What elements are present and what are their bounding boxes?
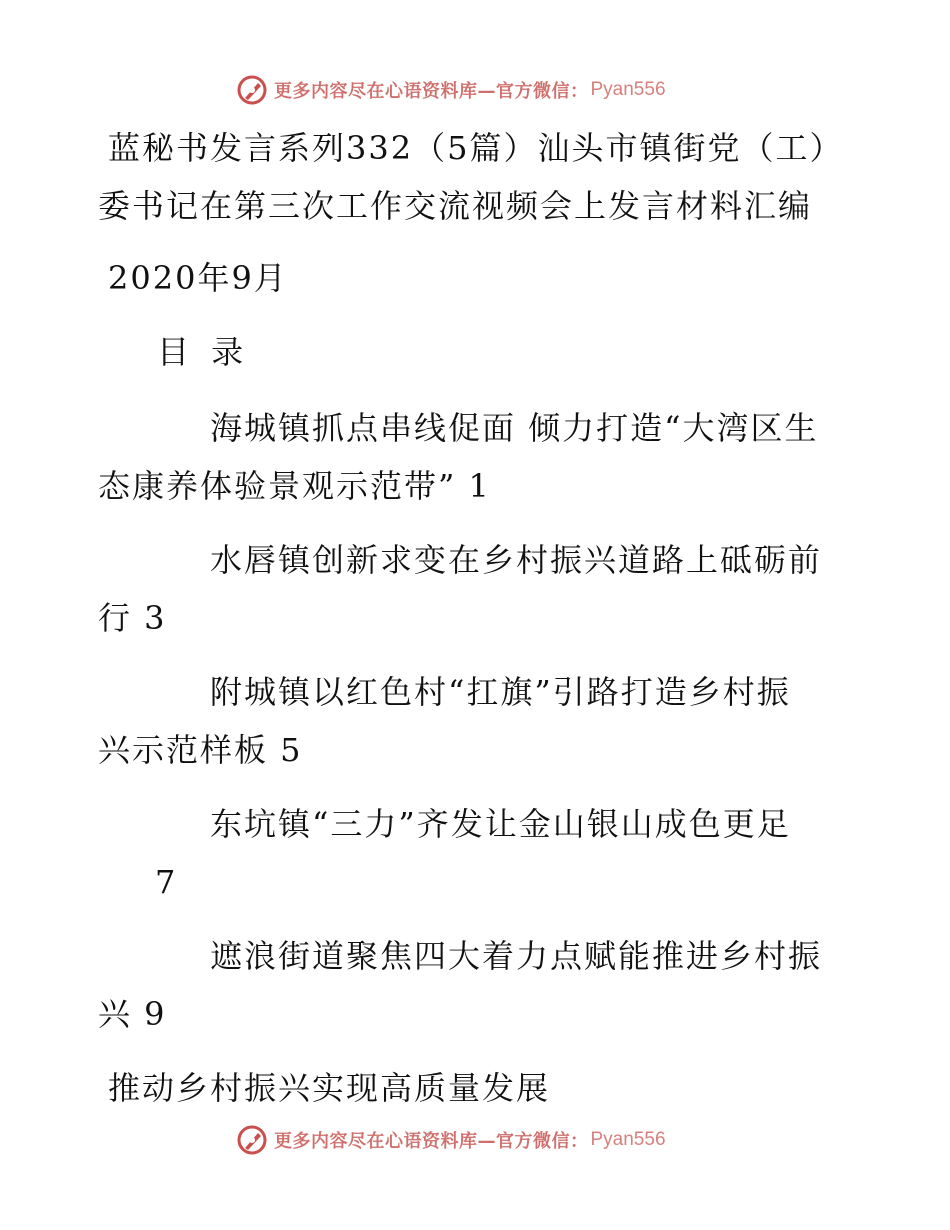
toc-entry-3-line-1: 附城镇以红色村“扛旗”引路打造乡村振: [210, 673, 791, 711]
toc-heading: 目 录: [157, 333, 250, 371]
pen-circle-logo-icon: [236, 1124, 268, 1156]
toc-entry-4-line-1: 东坑镇“三力”齐发让金山银山成色更足: [210, 805, 791, 843]
doc-date: 2020年9月: [108, 259, 288, 297]
section-heading: 推动乡村振兴实现高质量发展: [108, 1069, 551, 1107]
toc-entry-5-line-1: 遮浪街道聚焦四大着力点赋能推进乡村振: [210, 937, 823, 975]
wechat-id: Pyan556: [590, 79, 666, 100]
watermark-text: 更多内容尽在心语资料库—官方微信：: [274, 81, 589, 102]
watermark-banner-bottom: [0, 1118, 950, 1162]
doc-title-line-1: 蓝秘书发言系列332（5篇）汕头市镇街党（工）: [108, 129, 844, 167]
toc-entry-2-line-2: 行 3: [98, 599, 167, 637]
toc-entry-2-line-1: 水唇镇创新求变在乡村振兴道路上砥砺前: [210, 541, 823, 579]
toc-entry-3-line-2: 兴示范样板 5: [98, 731, 303, 769]
toc-entry-1-line-2: 态康养体验景观示范带” 1: [98, 467, 491, 505]
doc-title-line-2: 委书记在第三次工作交流视频会上发言材料汇编: [98, 187, 813, 225]
watermark-banner-top: [0, 68, 950, 112]
watermark-text: 更多内容尽在心语资料库—官方微信：: [274, 1131, 589, 1152]
pen-circle-logo-icon: [236, 74, 268, 106]
toc-entry-1-line-1: 海城镇抓点串线促面 倾力打造“大湾区生: [210, 409, 819, 447]
toc-entry-5-line-2: 兴 9: [98, 995, 167, 1033]
toc-entry-4-line-2: 7: [155, 863, 178, 901]
wechat-id: Pyan556: [590, 1129, 666, 1150]
